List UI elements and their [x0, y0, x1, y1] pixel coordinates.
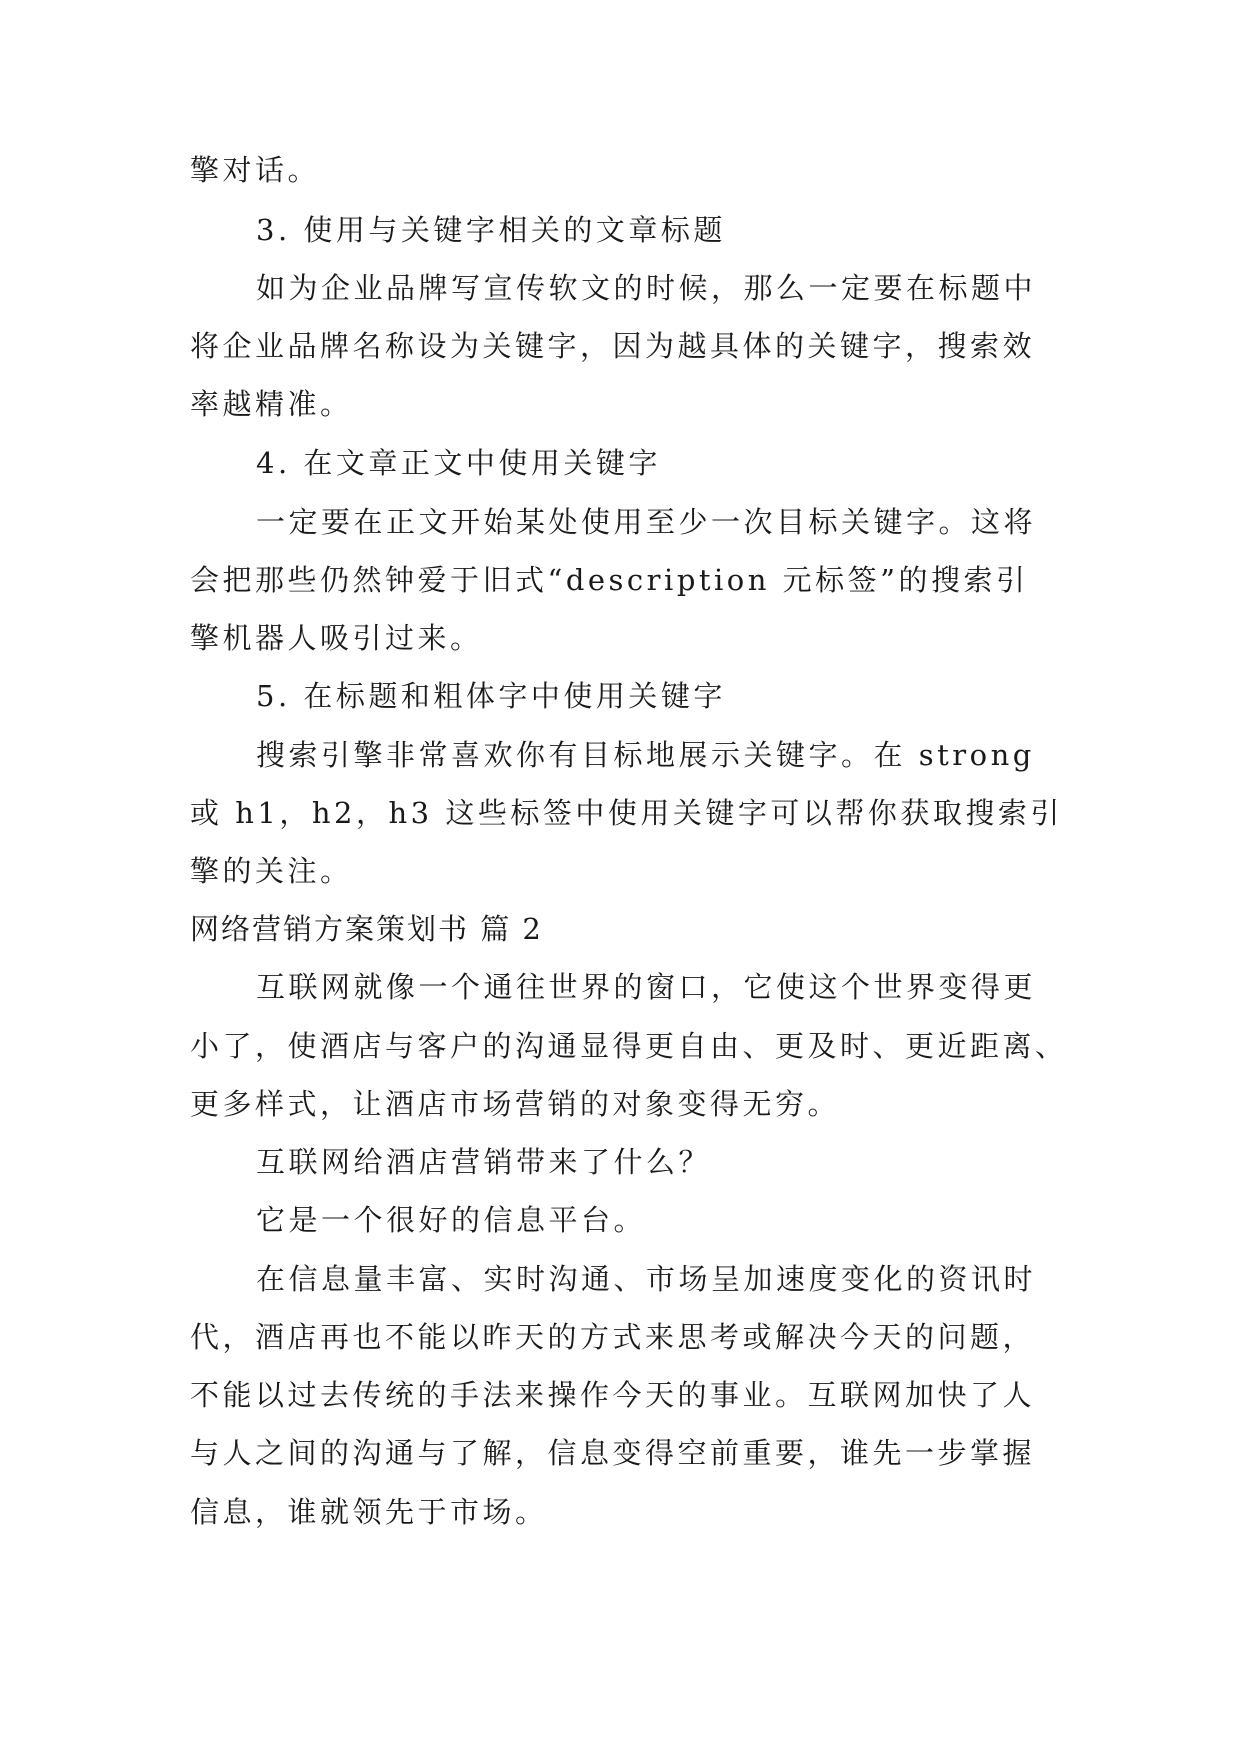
text-line: 代，酒店再也不能以昨天的方式来思考或解决今天的问题， [190, 1320, 1036, 1354]
text-line: 更多样式，让酒店市场营销的对象变得无穷。 [190, 1087, 841, 1121]
text-line: 搜索引擎非常喜欢你有目标地展示关键字。在 strong [256, 738, 1035, 772]
text-line: 或 h1，h2，h3 这些标签中使用关键字可以帮你获取搜索引 [190, 796, 1063, 830]
text-line: 小了，使酒店与客户的沟通显得更自由、更及时、更近距离、 [190, 1029, 1068, 1063]
section-heading: 5. 在标题和粗体字中使用关键字 [256, 679, 726, 713]
text-line: 擎机器人吸引过来。 [190, 621, 483, 655]
text-line: 信息，谁就领先于市场。 [190, 1495, 548, 1529]
chapter-title: 网络营销方案策划书 篇 2 [190, 912, 543, 946]
text-line: 在信息量丰富、实时沟通、市场呈加速度变化的资讯时 [256, 1262, 1037, 1296]
text-line: 它是一个很好的信息平台。 [256, 1203, 647, 1237]
text-line: 互联网给酒店营销带来了什么？ [256, 1145, 712, 1179]
text-line: 会把那些仍然钟爱于旧式“description 元标签”的搜索引 [190, 563, 1029, 597]
text-line: 与人之间的沟通与了解，信息变得空前重要，谁先一步掌握 [190, 1436, 1036, 1470]
section-heading: 4. 在文章正文中使用关键字 [256, 446, 661, 480]
section-heading: 3. 使用与关键字相关的文章标题 [256, 213, 726, 247]
text-line: 不能以过去传统的手法来操作今天的事业。互联网加快了人 [190, 1378, 1036, 1412]
text-line: 将企业品牌名称设为关键字，因为越具体的关键字，搜索效 [190, 329, 1036, 363]
text-line: 一定要在正文开始某处使用至少一次目标关键字。这将 [256, 505, 1037, 539]
text-line: 如为企业品牌写宣传软文的时候，那么一定要在标题中 [256, 271, 1037, 305]
text-line: 率越精准。 [190, 387, 353, 421]
text-line: 擎的关注。 [190, 854, 353, 888]
text-line: 互联网就像一个通往世界的窗口，它使这个世界变得更 [256, 970, 1037, 1004]
text-line: 擎对话。 [190, 153, 321, 187]
